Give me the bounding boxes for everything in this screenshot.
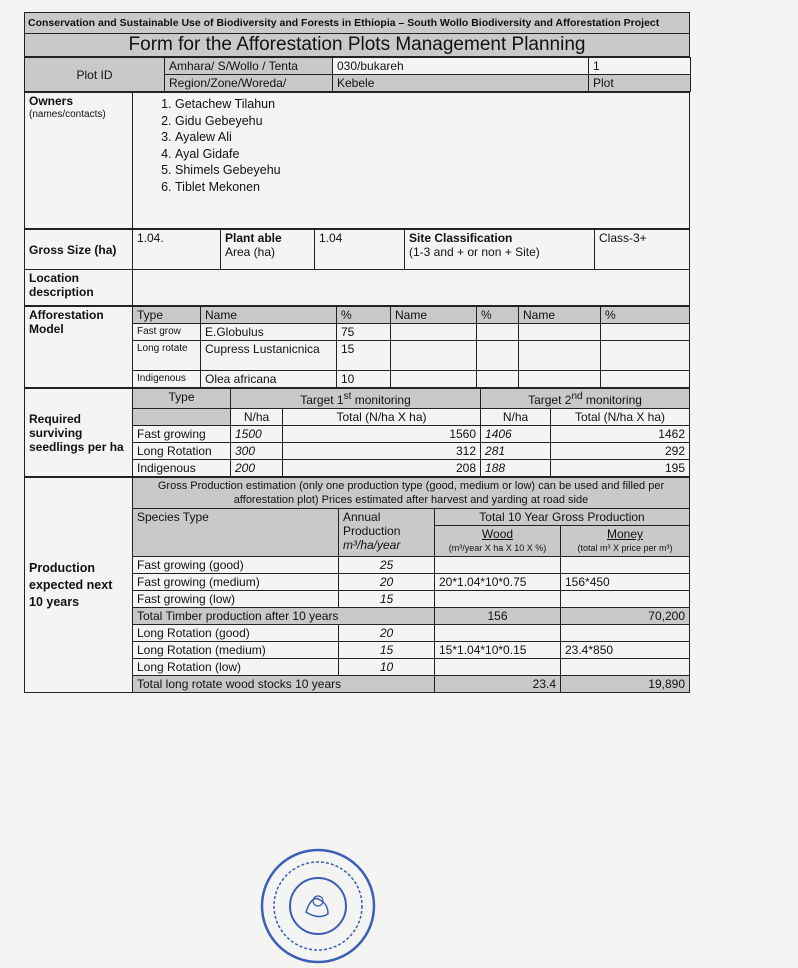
- plot-id-table: [24, 57, 691, 92]
- project-title: Conservation and Sustainable Use of Biodiversity and Forests in Ethiopia – South Wollo Biodiversity and Afforestation Project: [25, 13, 690, 34]
- model-label: Afforestation Model: [25, 307, 133, 388]
- site-sub: (1-3 and + or non + Site): [409, 245, 540, 259]
- kebele-label: Kebele: [333, 75, 589, 92]
- site-label: Site Classification: [409, 231, 513, 245]
- production-table: [24, 477, 690, 693]
- model-type: Indigenous: [133, 371, 201, 388]
- model-name: Cupress Lustanicnica: [201, 341, 337, 371]
- gross-size-label: Gross Size (ha): [25, 230, 133, 270]
- col-money-unit: (total m³ X price per m³): [577, 543, 673, 553]
- col-total-2: Total (N/ha X ha): [551, 409, 690, 426]
- col-annual: Annual Production: [343, 510, 401, 538]
- timber-total-money: 70,200: [561, 608, 690, 625]
- model-col-pct-2: %: [477, 307, 519, 324]
- site-value: Class-3+: [595, 230, 690, 270]
- model-col-pct: %: [337, 307, 391, 324]
- model-col-name-3: Name: [519, 307, 601, 324]
- size-table: [24, 229, 690, 306]
- col-annual-cell: [339, 509, 435, 557]
- plantable-label: Plant able: [225, 231, 282, 245]
- production-label: Production expected next 10 years: [25, 478, 133, 693]
- col-nha-2: N/ha: [481, 409, 551, 426]
- long-total-money: 19,890: [561, 676, 690, 693]
- kebele-value: 030/bukareh: [333, 58, 589, 75]
- seedling-n2: 1406: [481, 426, 551, 443]
- site-cell: [405, 230, 595, 270]
- region-label: Region/Zone/Woreda/: [165, 75, 333, 92]
- seedling-t1: 208: [283, 460, 481, 477]
- timber-total-wood: 156: [435, 608, 561, 625]
- prod-row-label: Fast growing (medium): [133, 574, 339, 591]
- col-nha-1: N/ha: [231, 409, 283, 426]
- owner-item: 6. Tiblet Mekonen: [175, 179, 685, 196]
- target2-label: Target 2nd monitoring: [481, 389, 690, 409]
- model-pct: 75: [337, 324, 391, 341]
- model-col-type: Type: [133, 307, 201, 324]
- long-total-label: Total long rotate wood stocks 10 years: [133, 676, 435, 693]
- owners-label-cell: [25, 93, 133, 229]
- owners-list-cell: [133, 93, 690, 229]
- owner-item: 3. Ayalew Ali: [175, 129, 685, 146]
- seedling-t2: 1462: [551, 426, 690, 443]
- prod-row-wood: 20*1.04*10*0.75: [435, 574, 561, 591]
- seedlings-col-type: Type: [133, 389, 231, 409]
- header-table: [24, 12, 690, 57]
- model-name: Olea africana: [201, 371, 337, 388]
- model-table: [24, 306, 690, 388]
- long-total-wood: 23.4: [435, 676, 561, 693]
- seedling-n1: 300: [231, 443, 283, 460]
- model-pct: 15: [337, 341, 391, 371]
- prod-row-annual: 15: [339, 642, 435, 659]
- prod-row-annual: 20: [339, 625, 435, 642]
- target1-label: Target 1st monitoring: [231, 389, 481, 409]
- plot-id-label: Plot ID: [25, 58, 165, 92]
- seedlings-table: [24, 388, 690, 477]
- location-value: [133, 270, 690, 306]
- owners-list: [137, 96, 685, 195]
- plantable-sub: Area (ha): [225, 245, 276, 259]
- col-wood-cell: [435, 526, 561, 557]
- owners-sub-label: (names/contacts): [29, 109, 106, 120]
- prod-row-money: 156*450: [561, 574, 690, 591]
- seedling-t1: 1560: [283, 426, 481, 443]
- seedlings-label: Required surviving seedlings per ha: [25, 389, 133, 477]
- model-col-pct-3: %: [601, 307, 690, 324]
- owner-item: 4. Ayal Gidafe: [175, 146, 685, 163]
- seedling-t1: 312: [283, 443, 481, 460]
- col-wood-unit: (m³/year X ha X 10 X %): [448, 543, 547, 553]
- prod-row-label: Fast growing (low): [133, 591, 339, 608]
- prod-row-annual: 20: [339, 574, 435, 591]
- plantable-value: 1.04: [315, 230, 405, 270]
- prod-row-label: Long Rotation (medium): [133, 642, 339, 659]
- prod-row-label: Fast growing (good): [133, 557, 339, 574]
- model-pct: 10: [337, 371, 391, 388]
- model-col-name: Name: [201, 307, 337, 324]
- col-money-cell: [561, 526, 690, 557]
- official-stamp: [258, 846, 378, 966]
- plot-value: 1: [589, 58, 691, 75]
- model-type: Fast grow: [133, 324, 201, 341]
- col-total10: Total 10 Year Gross Production: [435, 509, 690, 526]
- owners-table: [24, 92, 690, 229]
- model-name: E.Globulus: [201, 324, 337, 341]
- gross-size-value: 1.04.: [133, 230, 221, 270]
- col-money: Money: [606, 527, 644, 541]
- seedling-n1: 200: [231, 460, 283, 477]
- seedling-n2: 188: [481, 460, 551, 477]
- production-note: Gross Production estimation (only one production type (good, medium or low) can be used and filled per afforestation plot) Prices estimated after harvest and yarding at road side: [133, 478, 690, 509]
- seedling-t2: 292: [551, 443, 690, 460]
- model-col-name-2: Name: [391, 307, 477, 324]
- plot-label: Plot: [589, 75, 691, 92]
- prod-row-label: Long Rotation (good): [133, 625, 339, 642]
- seedling-type: Indigenous: [133, 460, 231, 477]
- seedling-type: Fast growing: [133, 426, 231, 443]
- prod-row-annual: 15: [339, 591, 435, 608]
- col-annual-unit: m³/ha/year: [343, 538, 401, 552]
- seedling-n1: 1500: [231, 426, 283, 443]
- seedling-n2: 281: [481, 443, 551, 460]
- form-sheet: [24, 12, 690, 693]
- timber-total-label: Total Timber production after 10 years: [133, 608, 435, 625]
- seedling-t2: 195: [551, 460, 690, 477]
- col-species: Species Type: [133, 509, 339, 557]
- form-title: Form for the Afforestation Plots Management Planning: [25, 34, 690, 57]
- seedling-type: Long Rotation: [133, 443, 231, 460]
- col-wood: Wood: [481, 527, 514, 541]
- col-total-1: Total (N/ha X ha): [283, 409, 481, 426]
- prod-row-annual: 25: [339, 557, 435, 574]
- owner-item: 5. Shimels Gebeyehu: [175, 162, 685, 179]
- prod-row-wood: 15*1.04*10*0.15: [435, 642, 561, 659]
- owner-item: 2. Gidu Gebeyehu: [175, 113, 685, 130]
- prod-row-annual: 10: [339, 659, 435, 676]
- prod-row-money: 23.4*850: [561, 642, 690, 659]
- model-type: Long rotate: [133, 341, 201, 371]
- region-value: Amhara/ S/Wollo / Tenta: [165, 58, 333, 75]
- prod-row-label: Long Rotation (low): [133, 659, 339, 676]
- plantable-cell: [221, 230, 315, 270]
- owner-item: 1. Getachew Tilahun: [175, 96, 685, 113]
- location-label: Location description: [25, 270, 133, 306]
- owners-label: Owners: [29, 94, 74, 108]
